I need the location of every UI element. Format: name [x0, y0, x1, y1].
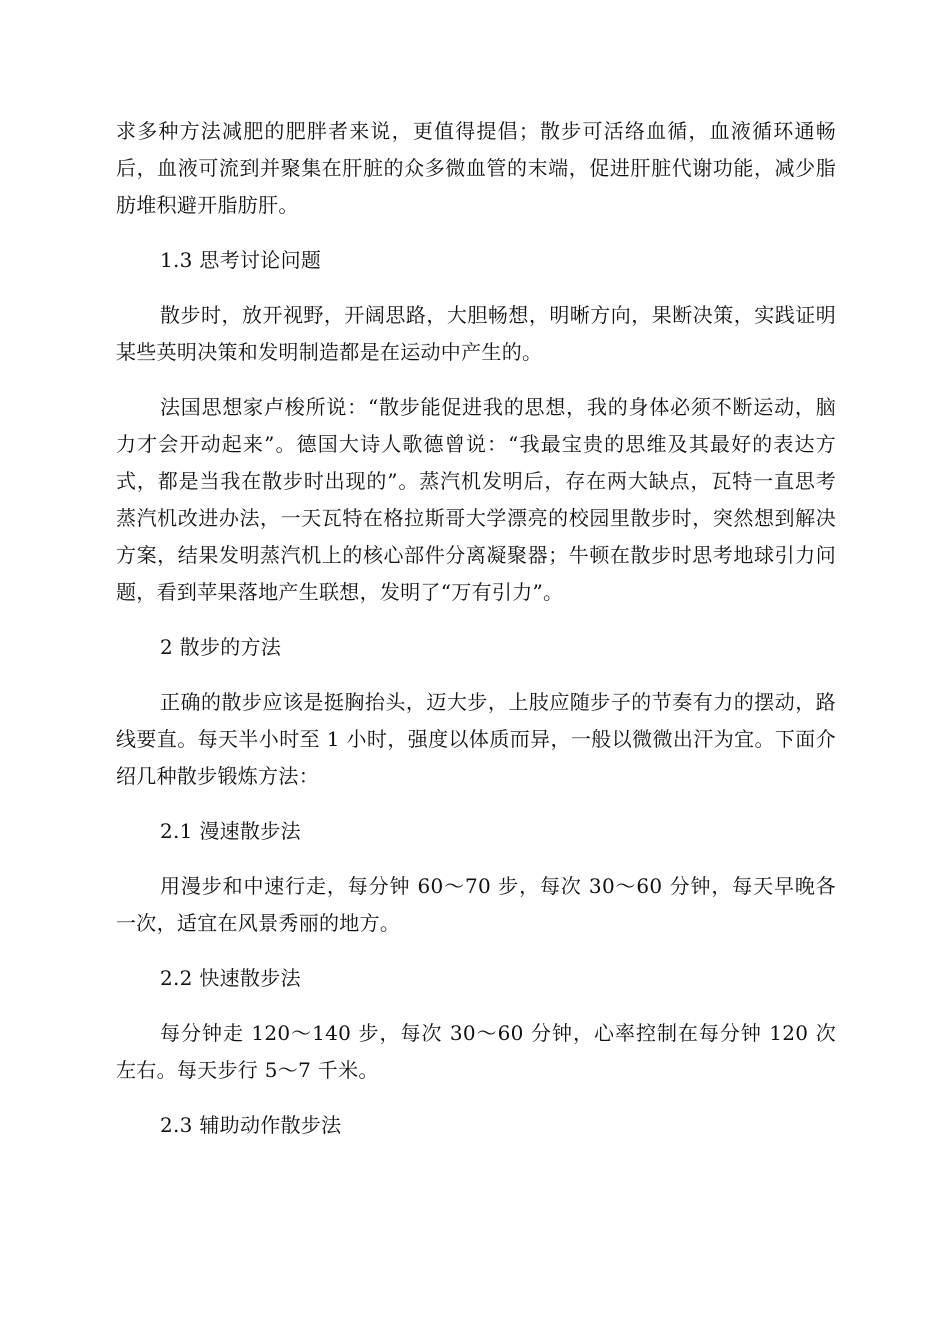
body-paragraph: 正确的散步应该是挺胸抬头，迈大步，上肢应随步子的节奏有力的摆动，路线要直。每天半小时至 1 小时，强度以体质而异，一般以微微出汗为宜。下面介绍几种散步锻炼方法：: [116, 690, 836, 788]
body-paragraph: 求多种方法减肥的肥胖者来说，更值得提倡；散步可活络血循，血液循环通畅后，血液可流到并聚集在肝脏的众多微血管的末端，促进肝脏代谢功能，减少脂肪堆积避开脂肪肝。: [116, 119, 836, 217]
body-paragraph: 法国思想家卢梭所说：“散步能促进我的思想，我的身体必须不断运动，脑力才会开动起来”。德国大诗人歌德曾说：“我最宝贵的思维及其最好的表达方式，都是当我在散步时出现的”。蒸汽机发明后，存在两大缺点，瓦特一直思考蒸汽机改进办法，一天瓦特在格拉斯哥大学漂亮的校园里散步时，突然想到解决方案，结果发明蒸汽机上的核心部件分离凝聚器；牛顿在散步时思考地球引力问题，看到苹果落地产生联想，发明了“万有引力”。: [116, 395, 836, 604]
body-paragraph: 用漫步和中速行走，每分钟 60～70 步，每次 30～60 分钟，每天早晚各一次，适宜在风景秀丽的地方。: [116, 874, 836, 935]
section-heading: 2.1 漫速散步法: [160, 819, 301, 843]
body-paragraph: 每分钟走 120～140 步，每次 30～60 分钟，心率控制在每分钟 120 次左右。每天步行 5～7 千米。: [116, 1021, 836, 1082]
document-page: [116, 113, 836, 1162]
section-heading: 2 散步的方法: [160, 635, 282, 659]
section-heading: 1.3 思考讨论问题: [160, 248, 322, 272]
section-heading: 2.2 快速散步法: [160, 966, 301, 990]
body-paragraph: 散步时，放开视野，开阔思路，大胆畅想，明晰方向，果断决策，实践证明某些英明决策和发明制造都是在运动中产生的。: [116, 303, 836, 364]
section-heading: 2.3 辅助动作散步法: [160, 1113, 342, 1137]
